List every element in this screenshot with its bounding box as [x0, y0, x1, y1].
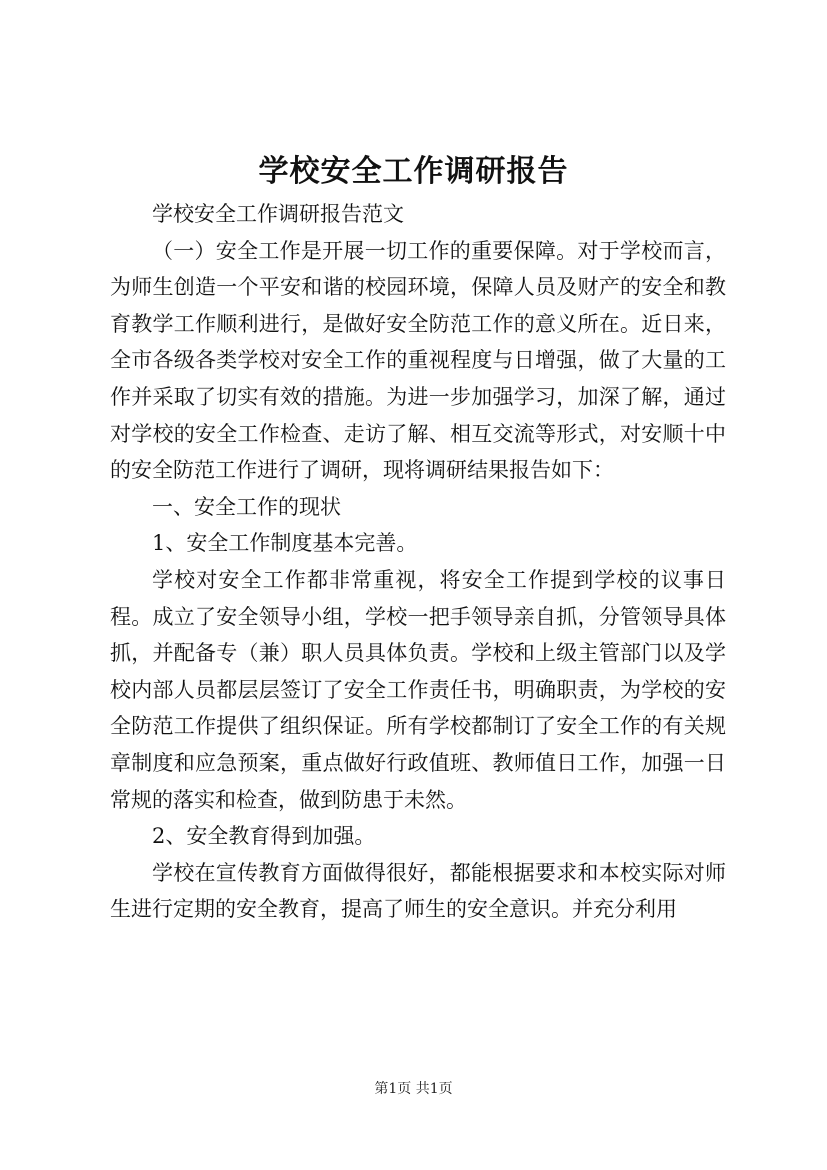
subsection-heading: 2、安全教育得到加强。 [152, 824, 376, 849]
section-heading: 一、安全工作的现状 [152, 494, 341, 519]
document-body [110, 196, 726, 928]
paragraph: 学校安全工作调研报告范文 [152, 202, 404, 226]
subsection-heading: 1、安全工作制度基本完善。 [152, 531, 418, 556]
paragraph: 学校对安全工作都非常重视，将安全工作提到学校的议事日程。成立了安全领导小组，学校一把手领导亲自抓，分管领导具体抓，并配备专（兼）职人员具体负责。学校和上级主管部门以及学校内部人员都层层签订了安全工作责任书，明确职责，为学校的安全防范工作提供了组织保证。所有学校都制订了安全工作的有关规章制度和应急预案，重点做好行政值班、教师值日工作，加强一日常规的落实和检查，做到防患于未然。 [110, 567, 726, 812]
paragraph: 学校在宣传教育方面做得很好，都能根据要求和本校实际对师生进行定期的安全教育，提高了师生的安全意识。并充分利用 [110, 860, 726, 922]
page-footer: 第1页 共1页 [374, 1081, 453, 1097]
paragraph: （一）安全工作是开展一切工作的重要保障。对于学校而言，为师生创造一个平安和谐的校园环境，保障人员及财产的安全和教育教学工作顺利进行，是做好安全防范工作的意义所在。近日来，全市各级各类学校对安全工作的重视程度与日增强，做了大量的工作并采取了切实有效的措施。为进一步加强学习，加深了解，通过对学校的安全工作检查、走访了解、相互交流等形式，对安顺十中的安全防范工作进行了调研，现将调研结果报告如下： [110, 238, 726, 483]
document-title: 学校安全工作调研报告 [258, 154, 569, 189]
